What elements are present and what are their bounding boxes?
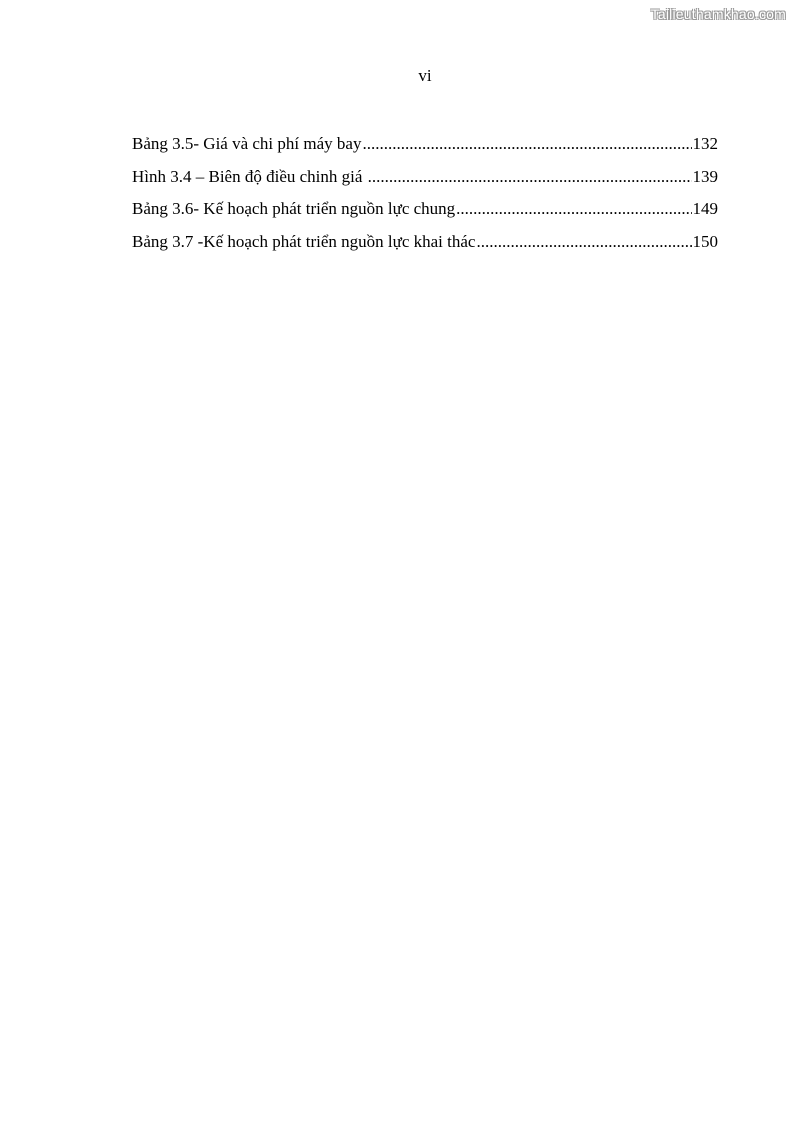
dot-leader: [368, 165, 692, 189]
toc-entry[interactable]: [132, 165, 718, 198]
toc-entry-title: Bảng 3.5- Giá và chi phí máy bay: [132, 134, 362, 153]
toc-entry-title: Bảng 3.7 -Kế hoạch phát triển nguồn lực khai thác: [132, 231, 476, 251]
toc-entry-title: Hình 3.4 – Biên độ điều chinh giá: [132, 166, 367, 186]
dot-leader: [456, 197, 691, 221]
page-number: vi: [418, 66, 432, 85]
toc-entry-title: Bảng 3.6- Kế hoạch phát triển nguồn lực chung: [132, 199, 456, 218]
dot-leader: [362, 132, 691, 156]
toc-entry-page: 139: [692, 166, 718, 186]
toc-entry[interactable]: [132, 132, 718, 165]
watermark: Tailieuthamkhao.com: [650, 6, 786, 22]
dot-leader: [476, 230, 691, 254]
table-of-figures: [132, 132, 718, 262]
toc-entry-page: 149: [692, 199, 718, 218]
toc-entry-page: 150: [692, 231, 718, 251]
toc-entry[interactable]: [132, 197, 718, 230]
toc-entry[interactable]: [132, 230, 718, 263]
toc-entry-page: 132: [692, 134, 718, 153]
